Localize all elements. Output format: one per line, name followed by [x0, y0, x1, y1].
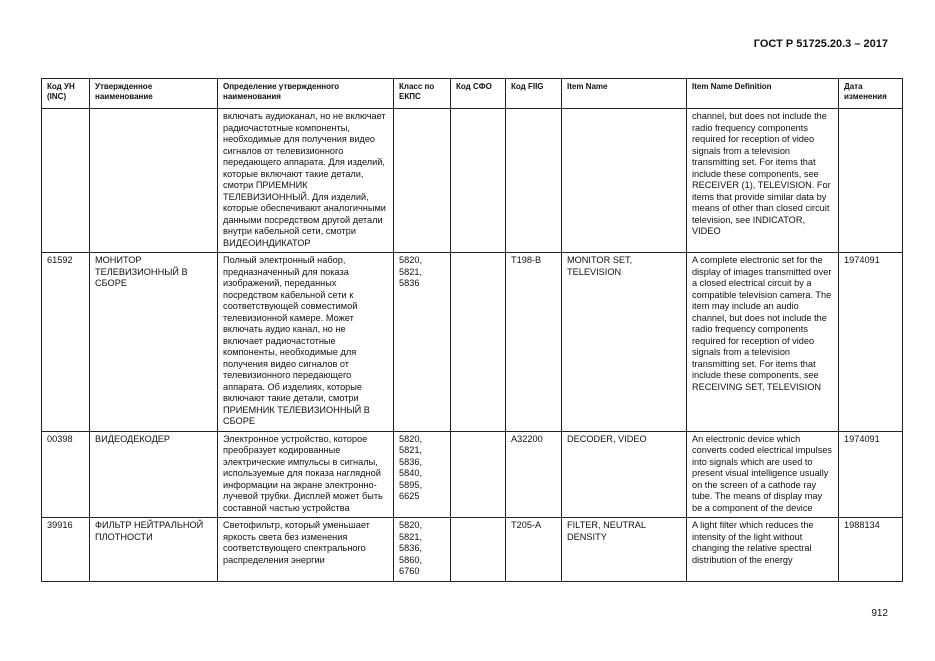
cell-name-ru: ВИДЕОДЕКОДЕР: [90, 431, 218, 518]
cell-class: 5820, 5821, 5836: [394, 253, 451, 432]
cell-def-en: A complete electronic set for the display of images transmitted over a closed electrical circuit by a compatible television camera. The item may include an audio channel, but does not include the radio frequency components required for reception of video signals from a television transmitting set. For items that include these components, see RECEIVING SET, TELEVISION: [687, 253, 839, 432]
cell-fiig: T205-A: [506, 518, 562, 582]
table-row: [42, 109, 903, 253]
cell-class: 5820, 5821, 5836, 5860, 6760: [394, 518, 451, 582]
cell-sfo: [451, 109, 506, 253]
page-number: 912: [871, 608, 888, 619]
table-row: [42, 518, 903, 582]
cell-inc: 61592: [42, 253, 90, 432]
cell-inc: 39916: [42, 518, 90, 582]
cell-fiig: A32200: [506, 431, 562, 518]
cell-name-ru: [90, 109, 218, 253]
col-header-def-ru: Определение утвержденного наименования: [218, 79, 394, 109]
cell-sfo: [451, 253, 506, 432]
cell-date: 1974091: [839, 431, 903, 518]
col-header-sfo: Код СФО: [451, 79, 506, 109]
cell-sfo: [451, 518, 506, 582]
cell-class: [394, 109, 451, 253]
col-header-date: Дата изменения: [839, 79, 903, 109]
table-row: [42, 253, 903, 432]
cell-fiig: T198-B: [506, 253, 562, 432]
cell-fiig: [506, 109, 562, 253]
col-header-item-def: Item Name Definition: [687, 79, 839, 109]
cell-class: 5820, 5821, 5836, 5840, 5895, 6625: [394, 431, 451, 518]
col-header-name-ru: Утвержденное наименование: [90, 79, 218, 109]
col-header-fiig: Код FIIG: [506, 79, 562, 109]
cell-def-en: An electronic device which converts coded electrical impulses into signals which are used to present visual intelligence usually on the screen of a cathode ray tube. The means of display may be a component of the device: [687, 431, 839, 518]
cell-item-name: MONITOR SET, TELEVISION: [562, 253, 687, 432]
cell-def-ru: включать аудиоканал, но не включает радиочастотные компоненты, необходимые для получения видео сигналов от телевизионного передающего аппарата. Для изделий, которые включают такие детали, смотри ПРИЕМНИК ТЕЛЕВИЗИОННЫЙ. Для изделий, которые обеспечивают аналогичными данными посредством другой детали внутри кабельной сети, смотри ВИДЕОИНДИКАТОР: [218, 109, 394, 253]
cell-inc: [42, 109, 90, 253]
cell-def-ru: Полный электронный набор, предназначенный для показа изображений, переданных посредством кабельной сети к соответствующей совместимой телевизионной камере. Может включать аудио канал, но не включает радиочастотные компоненты, необходимые для получения видео сигналов от телевизионного передающего аппарата. Об изделиях, которые включают такие детали, смотри ПРИЕМНИК ТЕЛЕВИЗИОННЫЙ В СБОРЕ: [218, 253, 394, 432]
cell-date: 1988134: [839, 518, 903, 582]
col-header-item-name: Item Name: [562, 79, 687, 109]
table-header-row: [42, 79, 903, 109]
cell-def-ru: Светофильтр, который уменьшает яркость света без изменения соответствующего спектрального распределения энергии: [218, 518, 394, 582]
col-header-inc: Код УН (INC): [42, 79, 90, 109]
cell-def-en: channel, but does not include the radio frequency components required for reception of video signals from a television transmitting set. For items that include these components, see RECEIVER (1), TELEVISION. For items that provide similar data by means of other than closed circuit television, see INDICATOR, VIDEO: [687, 109, 839, 253]
cell-inc: 00398: [42, 431, 90, 518]
cell-def-ru: Электронное устройство, которое преобразует кодированные электрические импульсы в сигналы, используемые для показа наглядной информации на экране электронно-лучевой трубки. Дисплей может быть составной частью устройства: [218, 431, 394, 518]
cell-name-ru: ФИЛЬТР НЕЙТРАЛЬНОЙ ПЛОТНОСТИ: [90, 518, 218, 582]
cell-sfo: [451, 431, 506, 518]
cell-item-name: DECODER, VIDEO: [562, 431, 687, 518]
cell-def-en: A light filter which reduces the intensity of the light without changing the relative spectral distribution of the energy: [687, 518, 839, 582]
cell-date: 1974091: [839, 253, 903, 432]
cell-item-name: FILTER, NEUTRAL DENSITY: [562, 518, 687, 582]
cell-name-ru: МОНИТОР ТЕЛЕВИЗИОННЫЙ В СБОРЕ: [90, 253, 218, 432]
cell-item-name: [562, 109, 687, 253]
catalog-table: [41, 78, 903, 582]
col-header-class: Класс по ЕКПС: [394, 79, 451, 109]
cell-date: [839, 109, 903, 253]
table-row: [42, 431, 903, 518]
document-code: ГОСТ Р 51725.20.3 – 2017: [753, 38, 888, 50]
